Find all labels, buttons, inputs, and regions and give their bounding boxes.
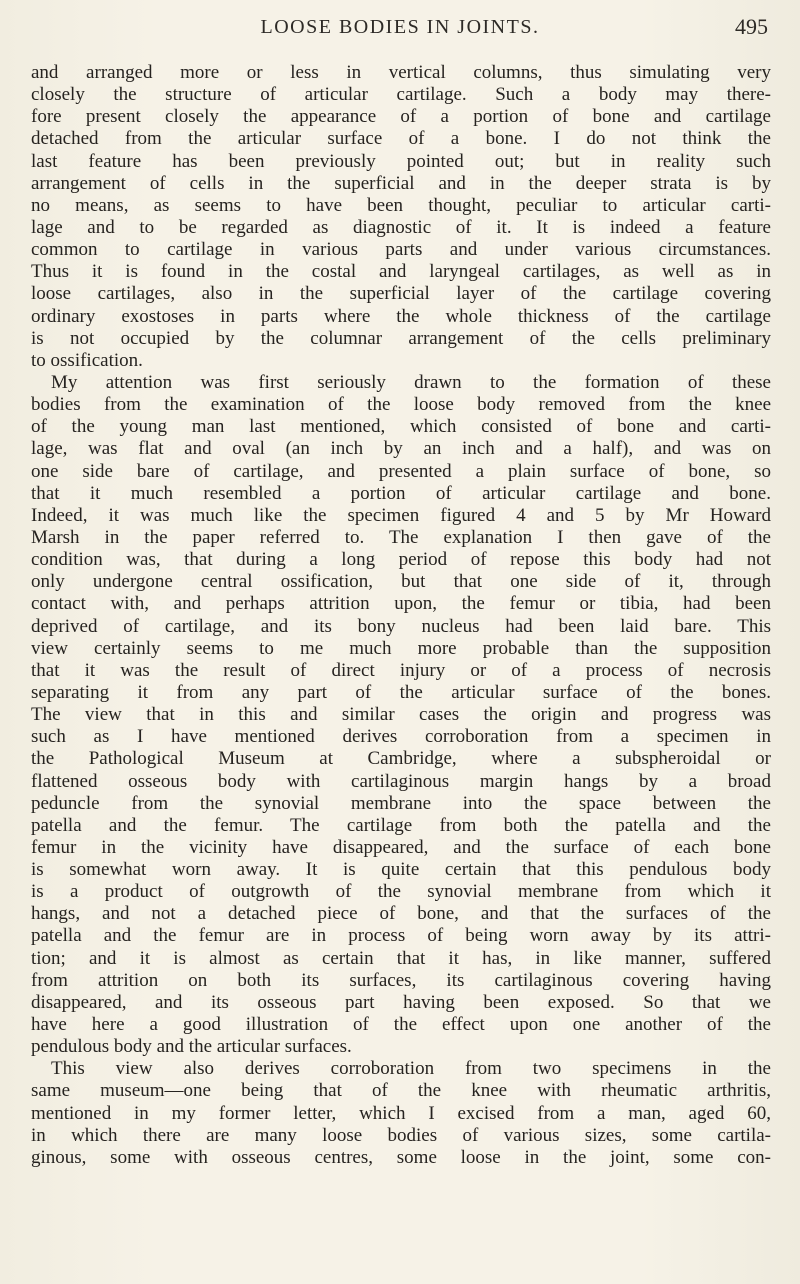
text-line: separating it from any part of the articular surface of the bones. [31, 681, 771, 703]
text-line: such as I have mentioned derives corroboration from a specimen in [31, 726, 771, 748]
text-line: that it much resembled a portion of articular cartilage and bone. [31, 482, 771, 504]
text-line: The view that in this and similar cases the origin and progress was [31, 704, 771, 726]
text-line: My attention was first seriously drawn to the formation of these [51, 371, 771, 393]
text-line: peduncle from the synovial membrane into the space between the [31, 792, 771, 814]
text-line: Thus it is found in the costal and laryngeal cartilages, as well as in [31, 261, 771, 283]
text-line: detached from the articular surface of a bone. I do not think the [31, 128, 771, 150]
text-line: ginous, some with osseous centres, some loose in the joint, some con- [31, 1146, 771, 1168]
body-text [31, 62, 771, 1169]
text-line: lage, was flat and oval (an inch by an inch and a half), and was on [31, 438, 771, 460]
text-line: arrangement of cells in the superficial and in the deeper strata is by [31, 172, 771, 194]
text-line: of the young man last mentioned, which consisted of bone and carti- [31, 416, 771, 438]
page-header [0, 16, 800, 56]
text-line: is somewhat worn away. It is quite certain that this pendulous body [31, 859, 771, 881]
text-line: fore present closely the appearance of a portion of bone and cartilage [31, 106, 771, 128]
text-line: deprived of cartilage, and its bony nucleus had been laid bare. This [31, 615, 771, 637]
text-line: femur in the vicinity have disappeared, and the surface of each bone [31, 836, 771, 858]
text-line: This view also derives corroboration from two specimens in the [51, 1058, 771, 1080]
running-head: LOOSE BODIES IN JOINTS. [260, 16, 540, 38]
text-line: mentioned in my former letter, which I excised from a man, aged 60, [31, 1102, 771, 1124]
text-line: closely the structure of articular cartilage. Such a body may there- [31, 84, 771, 106]
text-line: ordinary exostoses in parts where the whole thickness of the cartilage [31, 305, 771, 327]
text-line: Indeed, it was much like the specimen figured 4 and 5 by Mr Howard [31, 504, 771, 526]
text-line: common to cartilage in various parts and under various circumstances. [31, 239, 771, 261]
text-line: tion; and it is almost as certain that it has, in like manner, suffered [31, 947, 771, 969]
text-line: view certainly seems to me much more probable than the supposition [31, 637, 771, 659]
text-line: pendulous body and the articular surfaces. [31, 1036, 352, 1058]
text-line: condition was, that during a long period of repose this body had not [31, 549, 771, 571]
page-number: 495 [735, 14, 768, 39]
text-line: one side bare of cartilage, and presented a plain surface of bone, so [31, 460, 771, 482]
text-line: no means, as seems to have been thought, peculiar to articular carti- [31, 194, 771, 216]
text-line: patella and the femur are in process of being worn away by its attri- [31, 925, 771, 947]
text-line: Marsh in the paper referred to. The explanation I then gave of the [31, 526, 771, 548]
text-line: the Pathological Museum at Cambridge, where a subspheroidal or [31, 748, 771, 770]
text-line: patella and the femur. The cartilage from both the patella and the [31, 814, 771, 836]
text-line: to ossification. [31, 349, 143, 371]
text-line: contact with, and perhaps attrition upon, the femur or tibia, had been [31, 593, 771, 615]
text-line: hangs, and not a detached piece of bone, and that the surfaces of the [31, 903, 771, 925]
text-line: from attrition on both its surfaces, its cartilaginous covering having [31, 969, 771, 991]
text-line: loose cartilages, also in the superficial layer of the cartilage covering [31, 283, 771, 305]
text-line: have here a good illustration of the effect upon one another of the [31, 1014, 771, 1036]
text-line: in which there are many loose bodies of various sizes, some cartila- [31, 1124, 771, 1146]
text-line: last feature has been previously pointed out; but in reality such [31, 150, 771, 172]
text-line: and arranged more or less in vertical columns, thus simulating very [31, 62, 771, 83]
text-line: same museum—one being that of the knee with rheumatic arthritis, [31, 1080, 771, 1102]
text-line: only undergone central ossification, but that one side of it, through [31, 571, 771, 593]
text-line: flattened osseous body with cartilaginous margin hangs by a broad [31, 770, 771, 792]
text-line: is not occupied by the columnar arrangement of the cells preliminary [31, 327, 771, 349]
text-line: lage and to be regarded as diagnostic of it. It is indeed a feature [31, 216, 771, 238]
text-line: that it was the result of direct injury or of a process of necrosis [31, 659, 771, 681]
text-line: disappeared, and its osseous part having been exposed. So that we [31, 991, 771, 1013]
text-line: is a product of outgrowth of the synovial membrane from which it [31, 881, 771, 903]
text-line: bodies from the examination of the loose body removed from the knee [31, 394, 771, 416]
